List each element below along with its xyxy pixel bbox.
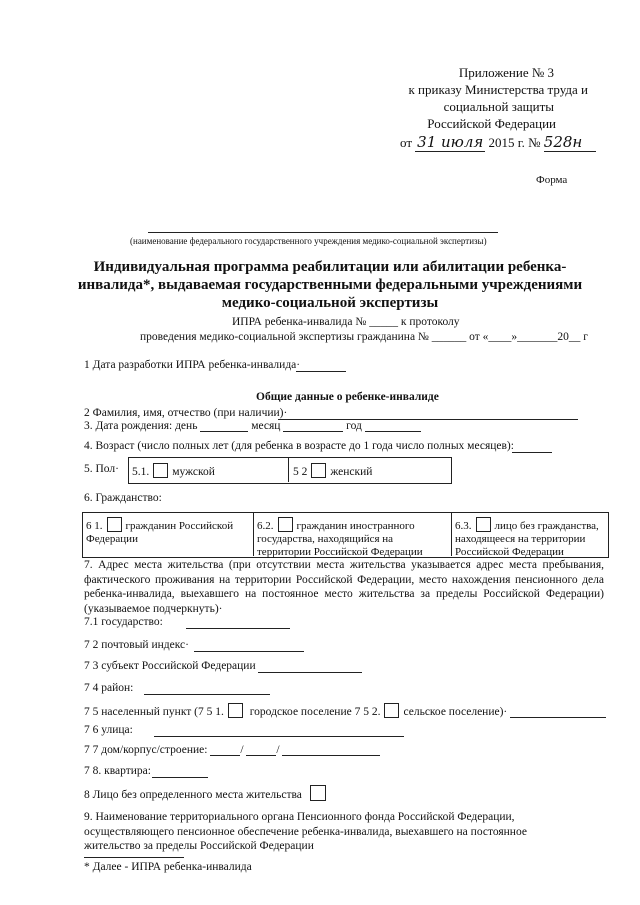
field-7-3-label: 7 3 субъект Российской Федерации — [84, 660, 256, 672]
protocol-line-1: ИПРА ребенка-инвалида № _____ к протоколу — [232, 316, 460, 328]
no-fixed-abode-checkbox[interactable] — [310, 785, 326, 801]
citizenship-option-stateless[interactable] — [455, 517, 605, 559]
institution-line — [148, 232, 498, 233]
birth-day-field[interactable] — [200, 431, 248, 432]
year-text: 2015 г. № — [488, 135, 541, 150]
citizenship-stateless-number: 6.3. — [455, 520, 472, 532]
field-7-5-line — [84, 703, 606, 718]
citizen-rf-checkbox[interactable] — [107, 517, 122, 532]
citizenship-divider-2 — [451, 512, 452, 556]
ministry-line: социальной защиты — [443, 99, 554, 114]
citizenship-rf-label: гражданин Российской Федерации — [86, 520, 234, 545]
citizenship-rf-number: 6 1. — [86, 520, 103, 532]
federation-line: Российской Федерации — [427, 116, 556, 131]
item-2-label: 2 Фамилия, имя, отчество (при наличии)· — [84, 407, 288, 419]
gender-male-label: мужской — [172, 466, 215, 478]
citizenship-option-foreign[interactable] — [257, 517, 449, 559]
rural-settlement-checkbox[interactable] — [384, 703, 399, 718]
separator-2: / — [276, 744, 280, 756]
field-7-7-line — [84, 744, 380, 756]
gender-female-option[interactable] — [293, 463, 372, 478]
district-field[interactable] — [144, 694, 270, 695]
birth-month-label: месяц — [251, 420, 281, 432]
appendix-number: Приложение № 3 — [458, 65, 554, 80]
item-8-line — [84, 785, 330, 801]
citizenship-foreign-number: 6.2. — [257, 520, 274, 532]
citizenship-stateless-label: лицо без гражданства, находящееся на территории Российской Федерации — [455, 520, 599, 558]
street-field[interactable] — [154, 736, 404, 737]
settlement-field[interactable] — [510, 717, 606, 718]
gender-female-label: женский — [330, 466, 373, 478]
birth-year-field[interactable] — [365, 431, 421, 432]
item-1-field[interactable] — [296, 371, 346, 372]
birth-date-label: 3. Дата рождения: день — [84, 420, 198, 432]
field-7-5-rural-label: сельское поселение)· — [403, 706, 508, 718]
gender-female-number: 5 2 — [293, 466, 308, 478]
field-7-5-urban-label: городское поселение 7 5 2. — [249, 706, 381, 718]
stateless-checkbox[interactable] — [476, 517, 491, 532]
field-7-1-label: 7.1 государство: — [84, 616, 163, 628]
female-checkbox[interactable] — [311, 463, 326, 478]
citizenship-divider-1 — [253, 512, 254, 556]
field-7-2-label: 7 2 почтовый индекс· — [84, 639, 189, 651]
separator-1: / — [240, 744, 244, 756]
handwritten-date: 31 июля — [417, 133, 484, 151]
protocol-line-2: проведения медико-социальной экспертизы гражданина № ______ от «____»_______20__ г — [140, 331, 589, 343]
foreign-citizen-checkbox[interactable] — [278, 517, 293, 532]
field-7-8-label: 7 8. квартира: — [84, 765, 151, 777]
institution-caption: (наименование федерального государственного учреждения медико-социальной экспертизы) — [130, 236, 487, 246]
structure-field[interactable] — [282, 755, 380, 756]
male-checkbox[interactable] — [153, 463, 168, 478]
item-4-field[interactable] — [512, 452, 552, 453]
document-title: Индивидуальная программа реабилитации или абилитации ребенка-инвалида*, выдаваемая государственными федеральными учреждениями медико-социальной экспертизы — [77, 259, 583, 311]
gender-divider — [288, 457, 289, 482]
item-9-text: 9. Наименование территориального органа Пенсионного фонда Российской Федерации, осуществляющего пенсионное обеспечение ребенка-инвалида, выехавшего на постоянное жительство за пределы Российской Федерации — [84, 811, 527, 852]
gender-male-option[interactable] — [132, 463, 215, 478]
birth-year-label: год — [346, 420, 362, 432]
postal-code-field[interactable] — [194, 651, 304, 652]
order-date-line — [400, 133, 596, 152]
item-3-line — [84, 420, 421, 432]
item-8-label: 8 Лицо без определенного места жительства — [84, 789, 302, 801]
birth-month-field[interactable] — [283, 431, 343, 432]
apartment-field[interactable] — [152, 777, 208, 778]
footnote: * Далее - ИПРА ребенка-инвалида — [84, 861, 252, 873]
field-7-6-label: 7 6 улица: — [84, 724, 133, 736]
gender-male-number: 5.1. — [132, 466, 150, 478]
item-1-label: 1 Дата разработки ИПРА ребенка-инвалида· — [84, 359, 301, 371]
field-7-7-label: 7 7 дом/корпус/строение: — [84, 744, 208, 756]
handwritten-number: 528н — [544, 133, 596, 152]
country-field[interactable] — [186, 628, 290, 629]
region-field[interactable] — [258, 672, 362, 673]
item-7-text: 7. Адрес места жительства (при отсутствии места жительства указывается адрес места пребывания, фактического проживания на территории Российской Федерации, место нахождения пенсионного дела ребенка-инвалида, выехавшего на постоянное место жительства за пределы Российской Федерации) (указываемое подчеркнуть)· — [84, 559, 604, 615]
item-5-label: 5. Пол· — [84, 463, 119, 475]
citizenship-option-rf[interactable] — [86, 517, 250, 546]
item-6-label: 6. Гражданство: — [84, 492, 162, 504]
order-line: к приказу Министерства труда и — [408, 82, 588, 97]
item-4-label: 4. Возраст (число полных лет (для ребенка в возрасте до 1 года число полных месяцев): — [84, 440, 514, 452]
house-field[interactable] — [210, 755, 240, 756]
building-field[interactable] — [246, 755, 276, 756]
date-prefix: от — [400, 135, 413, 150]
footnote-separator — [84, 857, 184, 858]
section-general-heading: Общие данные о ребенке-инвалиде — [256, 391, 439, 403]
citizenship-foreign-label: гражданин иностранного государства, находящийся на территории Российской Федерации — [257, 520, 423, 558]
field-7-4-label: 7 4 район: — [84, 682, 134, 694]
urban-settlement-checkbox[interactable] — [228, 703, 243, 718]
field-7-5-label: 7 5 населенный пункт (7 5 1. — [84, 706, 224, 718]
form-label: Форма — [536, 174, 568, 186]
